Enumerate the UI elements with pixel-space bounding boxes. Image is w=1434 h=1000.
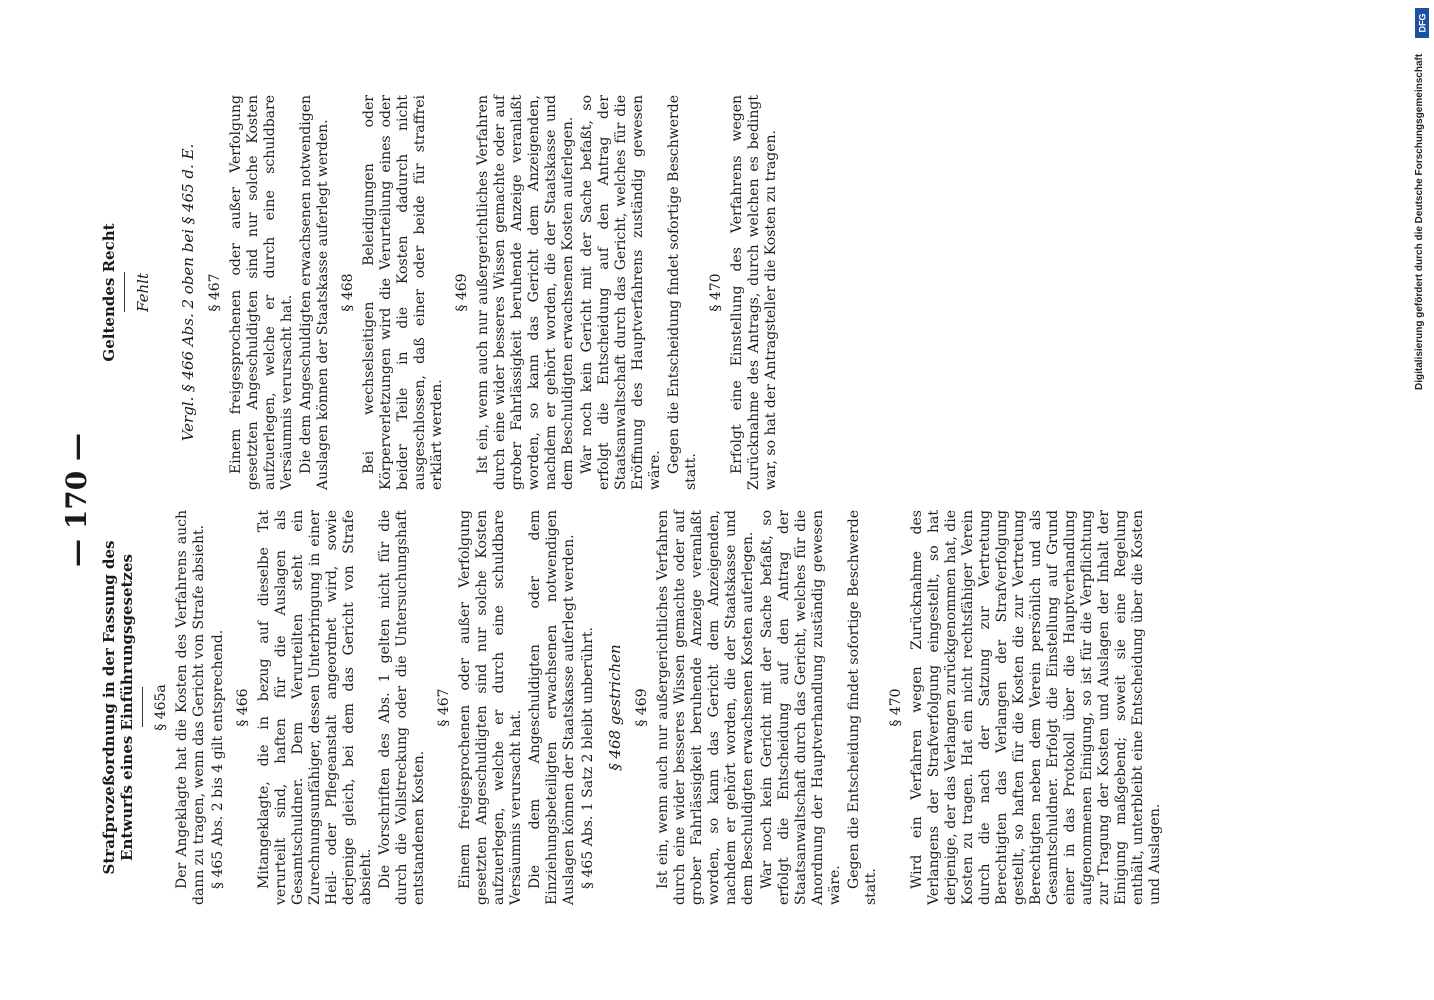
paragraph: § 465 Abs. 2 bis 4 gilt entsprechend. [210, 629, 226, 889]
paragraph: Gegen die Entscheidung findet sofortige Beschwerde statt. [666, 95, 699, 490]
digitization-credit [1412, 0, 1434, 1000]
heading-rule [142, 688, 143, 728]
missing-note: Fehlt [134, 273, 152, 312]
section-heading: § 469 [634, 688, 650, 727]
paragraph: War noch kein Gericht mit der Sache befaßt, so erfolgt die Entscheidung auf den Antrag der Staatsanwaltschaft durch das Gericht, welches für die Anordnung der Hauptverhandlung zuständig gewesen wäre. [759, 510, 843, 905]
paragraph: Erfolgt eine Einstellung des Verfahrens wegen Zurücknahme des Antrags, durch welchen es bedingt war, so hat der Antragsteller die Kosten zu tragen. [729, 95, 779, 490]
section-heading: § 469 [454, 273, 470, 312]
paragraph: Der Angeklagte hat die Kosten des Verfahrens auch dann zu tragen, wenn das Gericht von Strafe absieht. [174, 510, 207, 905]
dfg-logo-icon: DFG [1415, 8, 1429, 38]
section-heading: § 470 [888, 688, 904, 727]
left-column-heading: Strafprozeßordnung in der Fassung des Entwurfs eines Einführungsgesetzes [100, 540, 136, 875]
credit-text: Digitalisierung gefördert durch die Deutsche Forschungsgemeinschaft [1414, 53, 1425, 390]
paragraph: Einem freigesprochenen oder außer Verfolgung gesetzten Angeschuldigten sind nur solche Kosten aufzuerlegen, welche er durch eine schuldbare Versäumnis verursacht hat. [457, 510, 524, 905]
heading-rule [124, 273, 125, 313]
section-heading: § 465a [153, 684, 169, 731]
right-column [100, 95, 782, 490]
paragraph: Einem freigesprochenen oder außer Verfolgung gesetzten Angeschuldigten sind nur solche Kosten aufzuerlegen, welche er durch eine schuldbare Versäumnis verursacht hat. [228, 95, 295, 490]
section-deleted-note: § 468 gestrichen [606, 644, 624, 771]
paragraph: Bei wechselseitigen Beleidigungen oder Körperverletzungen wird die Verurteilung eines oder beider Teile in die Kosten dadurch nicht ausgeschlossen, daß einer oder beide für straffrei erklärt werden. [361, 95, 445, 490]
paragraph: Die Vorschriften des Abs. 1 gelten nicht für die durch die Vollstreckung oder die Untersuchungshaft entstandenen Kosten. [377, 510, 427, 905]
paragraph: War noch kein Gericht mit der Sache befaßt, so erfolgt die Entscheidung auf den Antrag der Staatsanwaltschaft durch das Gericht, welches für die Eröffnung des Hauptverfahrens zuständig gewesen wäre. [579, 95, 663, 490]
paragraph: § 465 Abs. 1 Satz 2 bleibt unberührt. [580, 627, 596, 889]
section-heading: § 467 [207, 273, 223, 312]
section-heading: § 470 [708, 273, 724, 312]
section-heading: § 468 [340, 273, 356, 312]
paragraph: Die dem Angeschuldigten oder dem Einziehungsbeteiligten erwachsenen notwendigen Auslagen können der Staatskasse auferlegt werden. [527, 510, 577, 905]
section-heading: § 467 [436, 688, 452, 727]
left-column [100, 510, 1166, 905]
page-number: — 170 — [60, 433, 93, 567]
paragraph: Ist ein, wenn auch nur außergerichtliches Verfahren durch eine wider besseres Wissen gemachte oder auf grober Fahrlässigkeit beruhende Anzeige veranlaßt worden, so kann das Gericht dem Anzeigenden, nachdem er gehört worden, die der Staatskasse und dem Beschuldigten erwachsenen Kosten auferlegen. [655, 510, 756, 905]
right-column-heading: Geltendes Recht [100, 223, 118, 362]
section-heading: § 466 [235, 688, 251, 727]
paragraph: Wird ein Verfahren wegen Zurücknahme des Verlangens der Strafverfolgung eingestellt, so hat derjenige, der das Verlangen zurückgenommen hat, die Kosten zu tragen. Hat ein nicht rechtsfähiger Verein durch die nach der Satzung zur Vertretung Berechtigten das Verlangen der Strafverfolgung gestellt, so haften für die Kosten die zur Vertretung Berechtigten neben dem Verein persönlich und als Gesamtschuldner. Erfolgt die Einstellung auf Grund einer in das Protokoll über die Hauptverhandlung aufgenommenen Einigung, so ist für die Verpflichtung zur Tragung der Kosten und Auslagen der Inhalt der Einigung maßgebend; soweit sie eine Regelung enthält, unterbleibt eine Entscheidung über die Kosten und Auslagen. [909, 510, 1163, 905]
paragraph: Die dem Angeschuldigten erwachsenen notwendigen Auslagen können der Staatskasse auferlegt werden. [298, 95, 331, 490]
paragraph: Mitangeklagte, die in bezug auf dieselbe Tat verurteilt sind, haften für die Auslagen als Gesamtschuldner. Dem Verurteilten steht ein Zurechnungsunfähiger, dessen Unterbringung in einer Heil- oder Pflegeanstalt angeordnet wird, sowie derjenige gleich, bei dem das Gericht von Strafe absieht. [256, 510, 374, 905]
paragraph: Ist ein, wenn auch nur außergerichtliches Verfahren durch eine wider besseres Wissen gemachte oder auf grober Fahrlässigkeit beruhende Anzeige veranlaßt worden, so kann das Gericht dem Anzeigenden, nachdem er gehört worden, die der Staatskasse und dem Beschuldigten erwachsenen Kosten auferlegen. [475, 95, 576, 490]
paragraph: Gegen die Entscheidung findet sofortige Beschwerde statt. [846, 510, 879, 905]
cross-reference-note: Vergl. § 466 Abs. 2 oben bei § 465 d. E. [179, 143, 197, 442]
